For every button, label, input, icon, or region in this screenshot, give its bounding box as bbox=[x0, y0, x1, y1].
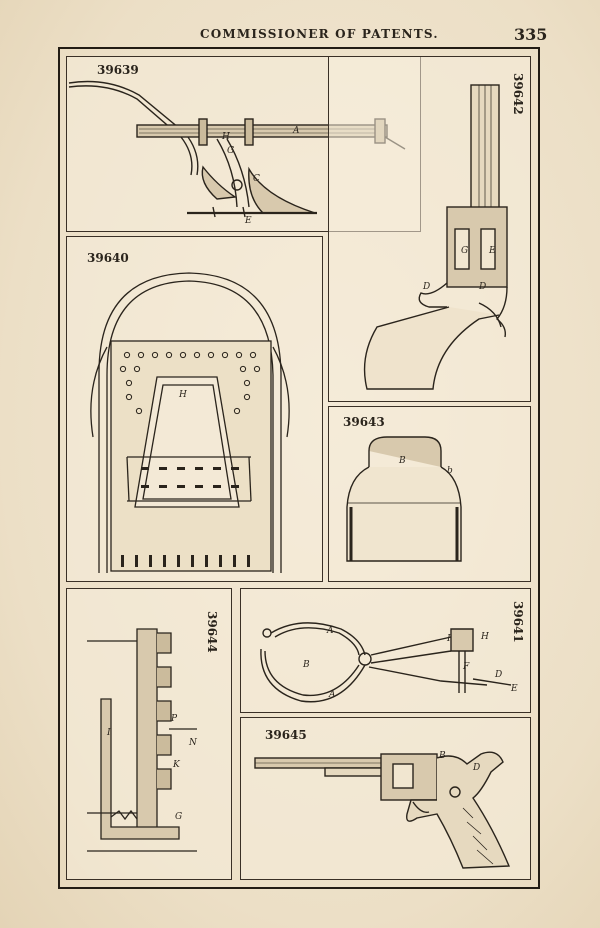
letter-E: E bbox=[245, 216, 252, 226]
letter-G: G bbox=[461, 246, 469, 256]
letter-B: B bbox=[303, 660, 310, 670]
letter-D: D bbox=[495, 670, 503, 680]
seat-drawing bbox=[67, 237, 324, 583]
figure-number-39644: 39644 bbox=[205, 611, 219, 653]
letter-A: A bbox=[293, 126, 300, 136]
figure-39642 bbox=[328, 56, 531, 402]
figure-number-39645: 39645 bbox=[265, 728, 307, 742]
letter-D-2: D bbox=[479, 282, 487, 292]
figure-39645 bbox=[240, 717, 531, 880]
running-head: COMMISSIONER OF PATENTS. bbox=[200, 27, 439, 41]
figure-39640 bbox=[66, 236, 323, 582]
letter-B: B bbox=[439, 751, 446, 761]
jar-drawing bbox=[329, 407, 532, 583]
figure-number-39642: 39642 bbox=[511, 73, 525, 115]
letter-D: D bbox=[473, 763, 481, 773]
letter-P: P bbox=[171, 714, 178, 724]
pistol-drawing bbox=[241, 718, 532, 881]
rack-drawing bbox=[67, 589, 233, 881]
letter-B: B bbox=[399, 456, 406, 466]
letter-G: G bbox=[175, 812, 183, 822]
figure-number-39640: 39640 bbox=[87, 251, 129, 265]
letter-C: C bbox=[253, 174, 260, 184]
figure-number-39643: 39643 bbox=[343, 415, 385, 429]
letter-H: H bbox=[222, 132, 230, 142]
letter-D: D bbox=[423, 282, 431, 292]
figure-number-39641: 39641 bbox=[511, 601, 525, 643]
letter-F: F bbox=[463, 662, 470, 672]
figure-39643 bbox=[328, 406, 531, 582]
letter-H: H bbox=[481, 632, 489, 642]
letter-A: A bbox=[327, 626, 334, 636]
figure-39641 bbox=[240, 588, 531, 713]
letter-b: b bbox=[447, 466, 453, 476]
figure-39644 bbox=[66, 588, 232, 880]
revolver-drawing bbox=[329, 57, 532, 403]
letter-K: K bbox=[173, 760, 180, 770]
tongs-drawing bbox=[241, 589, 532, 714]
letter-N: N bbox=[189, 738, 197, 748]
letter-H: H bbox=[179, 390, 187, 400]
page-number: 335 bbox=[514, 25, 548, 44]
letter-E: E bbox=[489, 246, 496, 256]
letter-G: G bbox=[227, 146, 235, 156]
figure-number-39639: 39639 bbox=[97, 63, 139, 77]
letter-I: I bbox=[107, 728, 111, 738]
letter-E: E bbox=[511, 684, 518, 694]
letter-A-2: A bbox=[329, 690, 336, 700]
letter-I: I bbox=[447, 634, 451, 644]
